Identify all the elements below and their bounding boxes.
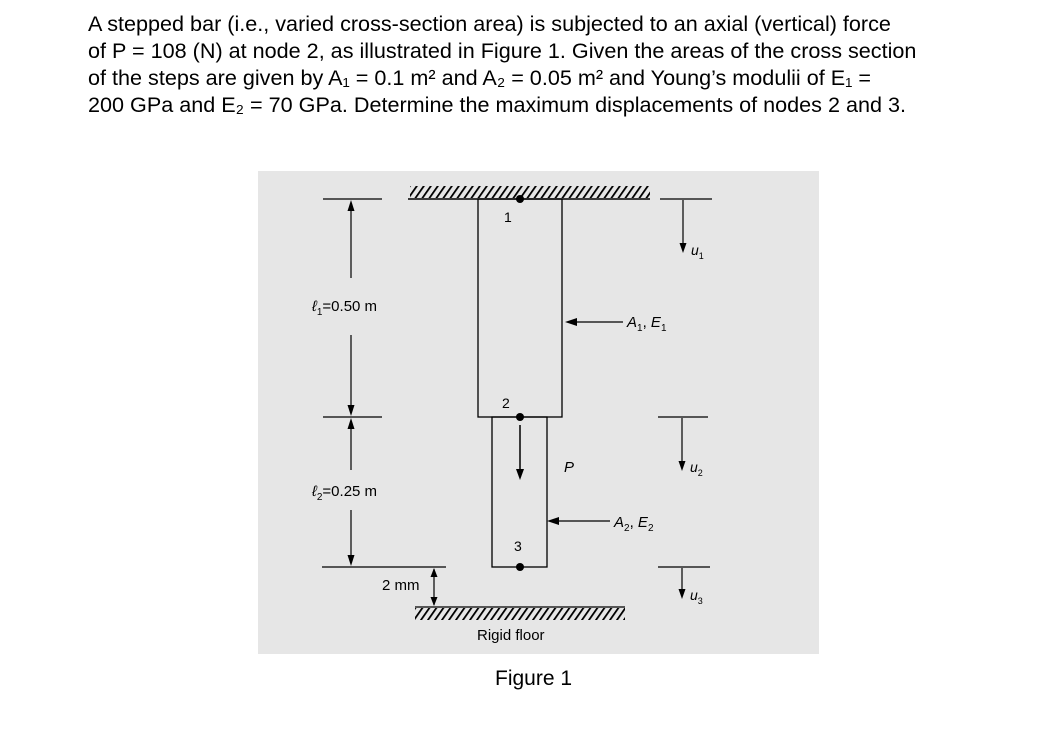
figure-caption: Figure 1 bbox=[495, 667, 573, 690]
node-1-label: 1 bbox=[504, 209, 512, 225]
problem-line: 200 GPa and E₂ = 70 GPa. Determine the maximum displacements of nodes 2 and 3. bbox=[88, 92, 907, 117]
length-2-label: ℓ$_2$=0.25 m bbox=[312, 483, 378, 503]
node-2 bbox=[516, 413, 524, 421]
node-3-label: 3 bbox=[514, 538, 522, 554]
svg-text:u3: $u_3$ bbox=[690, 587, 703, 606]
node-1 bbox=[516, 195, 524, 203]
svg-text:u2: $u_2$ bbox=[690, 459, 703, 478]
section-2-label: $A_2$, $E_2$ bbox=[614, 514, 654, 534]
problem-line: of the steps are given by A₁ = 0.1 m² and A₂ = 0.05 m² and Young’s modulii of E₁ = bbox=[88, 65, 872, 90]
node-2-label: 2 bbox=[502, 395, 510, 411]
gap-label: 2 mm bbox=[382, 577, 420, 594]
length-1-label: ℓ$_1$=0.50 m bbox=[312, 298, 378, 318]
problem-line: A stepped bar (i.e., varied cross-section area) is subjected to an axial (vertical) force bbox=[88, 11, 891, 36]
figure-panel bbox=[258, 171, 819, 654]
svg-text:u1: $u_1$ bbox=[691, 242, 704, 261]
problem-line: of P = 108 (N) at node 2, as illustrated in Figure 1. Given the areas of the cross section bbox=[88, 38, 917, 63]
rigid-floor-label: Rigid floor bbox=[477, 627, 545, 644]
section-1-label: $A_1$, $E_1$ bbox=[627, 314, 667, 334]
ceiling-hatch bbox=[410, 186, 650, 198]
node-3 bbox=[516, 563, 524, 571]
floor-hatch bbox=[415, 608, 625, 620]
force-p-label: P bbox=[564, 459, 575, 476]
